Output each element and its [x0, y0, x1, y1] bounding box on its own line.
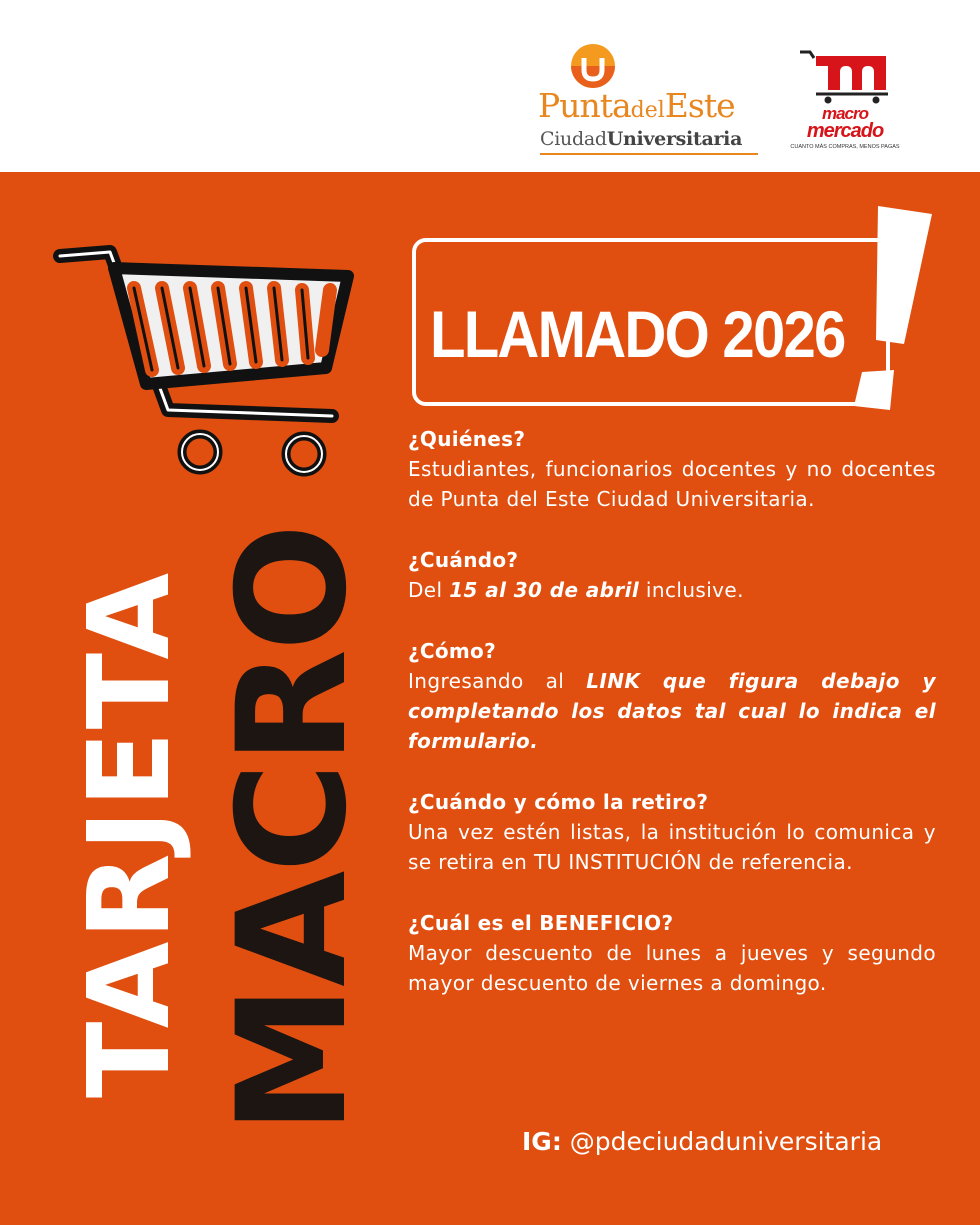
answer-retiro: Una vez estén listas, la institución lo comunica y se retira en TU INSTITUCIÓN de referencia. [408, 820, 936, 874]
macro-word: macro [821, 104, 869, 123]
question-cuando: ¿Cuándo? [408, 548, 519, 572]
info-block-como [408, 636, 936, 756]
side-word-tarjeta: TARJETA [65, 570, 195, 1098]
side-word-macro: MACRO [206, 525, 380, 1134]
info-block-cuando [408, 545, 936, 605]
ig-handle: @pdeciudaduniversitaria [561, 1127, 883, 1156]
info-section [408, 424, 936, 1029]
sun-u-icon [568, 42, 618, 92]
exclamation-icon [848, 202, 938, 416]
macro-mercado-logo [782, 46, 908, 156]
question-retiro: ¿Cuándo y cómo la retiro? [408, 790, 709, 814]
question-quienes: ¿Quiénes? [408, 427, 526, 451]
info-block-retiro [408, 787, 936, 877]
info-block-beneficio [408, 908, 936, 998]
question-como: ¿Cómo? [408, 639, 497, 663]
question-beneficio: ¿Cuál es el BENEFICIO? [408, 911, 674, 935]
logo-underline [540, 153, 758, 155]
shopping-cart-icon [50, 240, 370, 480]
macro-tagline: CUANTO MÁS COMPRAS, MENOS PAGAS [790, 144, 900, 150]
macro-cart-m-icon [798, 46, 894, 104]
answer-quienes: Estudiantes, funcionarios docentes y no docentes de Punta del Este Ciudad Universitaria. [408, 457, 936, 511]
punta-del-este-logo [538, 42, 760, 156]
ig-label: IG: [522, 1127, 562, 1156]
header-bar [0, 0, 980, 172]
instagram-handle [522, 1127, 882, 1156]
answer-como: Ingresando al LINK que figura debajo y completando los datos tal cual lo indica el formulario. [408, 669, 936, 753]
logo-text-ciudad-universitaria: CiudadUniversitaria [540, 128, 743, 150]
mercado-word: mercado [806, 120, 884, 142]
info-block-quienes [408, 424, 936, 514]
logo-text-punta-del-este: PuntadelEste [538, 86, 735, 125]
answer-cuando: Del 15 al 30 de abril inclusive. [408, 578, 744, 602]
llamado-title: LLAMADO 2026 [430, 297, 845, 371]
answer-beneficio: Mayor descuento de lunes a jueves y segundo mayor descuento de viernes a domingo. [408, 941, 936, 995]
